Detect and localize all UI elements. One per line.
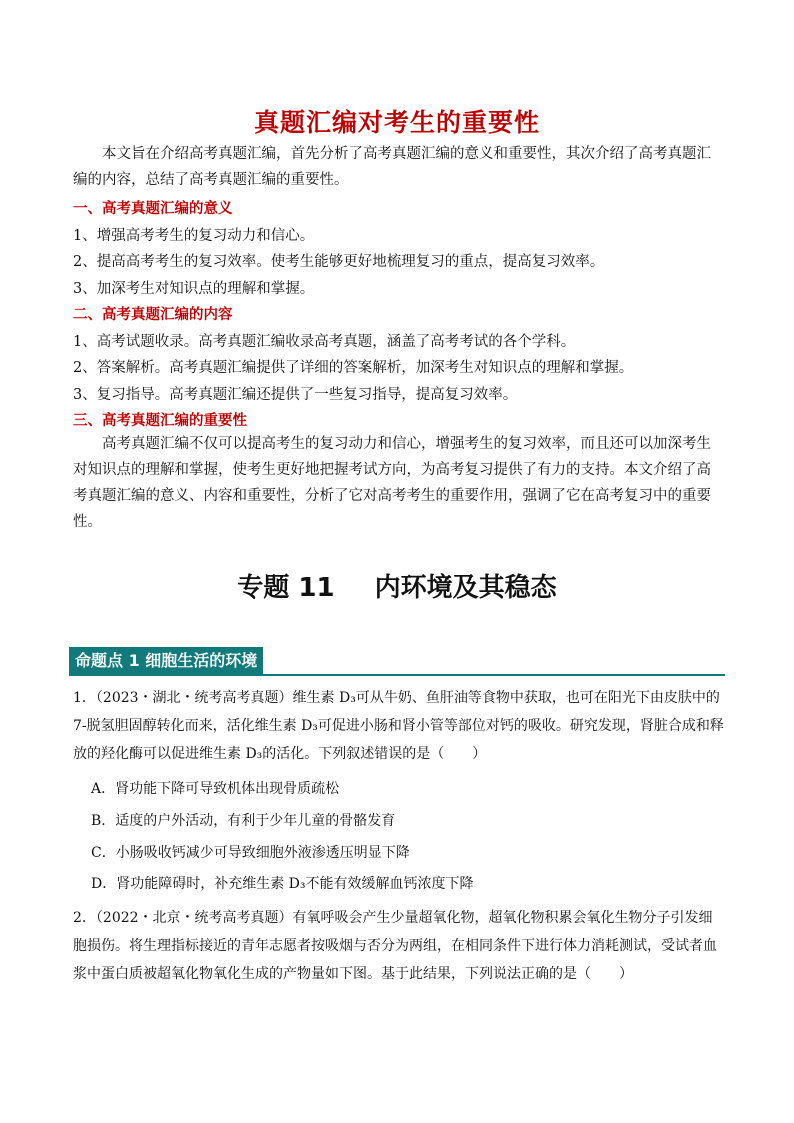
topic-number: 专题 11 [237, 573, 335, 603]
question-1-option-a: A．肾功能下降可导致机体出现骨质疏松 [91, 781, 340, 797]
question-1-option-b: B．适度的户外活动，有利于少年儿童的骨骼发育 [91, 813, 396, 829]
question-2-stem: 2．（2022・北京・统考高考真题）有氧呼吸会产生少量超氧化物，超氧化物积累会氧化生物分子引发细胞损伤。将生理指标接近的青年志愿者按吸烟与否分为两组，在相同条件下进行体力消耗测试，受试者血浆中蛋白质被超氧化物氧化生成的产物量如下图。基于此结果，下列说法正确的是（ ） [73, 910, 717, 982]
question-1-stem: 1．（2023・湖北・统考高考真题）维生素 D₃可从牛奶、鱼肝油等食物中获取，也可在阳光下由皮肤中的 7-脱氢胆固醇转化而来，活化维生素 D₃可促进小肠和肾小管等部位对钙的吸收。研究发现，肾脏合成和释放的羟化酶可以促进维生素 D₃的活化。下列叙述错误的是（ ） [73, 690, 724, 762]
section-heading-3: 三、高考真题汇编的重要性 [73, 413, 247, 429]
question-1-option-c: C．小肠吸收钙减少可导致细胞外液渗透压明显下降 [91, 845, 410, 861]
section-3-body: 高考真题汇编不仅可以提高考生的复习动力和信心，增强考生的复习效率，而且还可以加深考生对知识点的理解和掌握，使考生更好地把握考试方向，为高考复习提供了有力的支持。本文介绍了高考真题汇编的意义、内容和重要性，分析了它对高考考生的重要作用，强调了它在高考复习中的重要性。 [73, 436, 711, 530]
question-1-option-d: D．肾功能障碍时，补充维生素 D₃不能有效缓解血钙浓度下降 [91, 876, 474, 892]
page-title: 真题汇编对考生的重要性 [253, 108, 540, 137]
intro-paragraph: 本文旨在介绍高考真题汇编，首先分析了高考真题汇编的意义和重要性，其次介绍了高考真题汇编的内容，总结了高考真题汇编的重要性。 [73, 146, 711, 188]
section-1-item-1: 1、增强高考考生的复习动力和信心。 [73, 228, 315, 244]
section-1-item-2: 2、提高高考考生的复习效率。使考生能够更好地梳理复习的重点，提高复习效率。 [73, 254, 605, 270]
section-1-item-3: 3、加深考生对知识点的理解和掌握。 [73, 281, 315, 297]
section-2-item-2: 2、答案解析。高考真题汇编提供了详细的答案解析，加深考生对知识点的理解和掌握。 [73, 360, 634, 376]
section-2-item-1: 1、高考试题收录。高考真题汇编收录高考真题，涵盖了高考考试的各个学科。 [73, 334, 576, 350]
topic-heading [0, 567, 794, 604]
section-2-item-3: 3、复习指导。高考真题汇编还提供了一些复习指导，提高复习效率。 [73, 387, 518, 403]
section-heading-1: 一、高考真题汇编的意义 [73, 201, 233, 217]
section-heading-2: 二、高考真题汇编的内容 [73, 307, 233, 323]
topic-name: 内环境及其稳态 [374, 573, 557, 603]
section-banner: 命题点 1 细胞生活的环境 [69, 647, 263, 675]
